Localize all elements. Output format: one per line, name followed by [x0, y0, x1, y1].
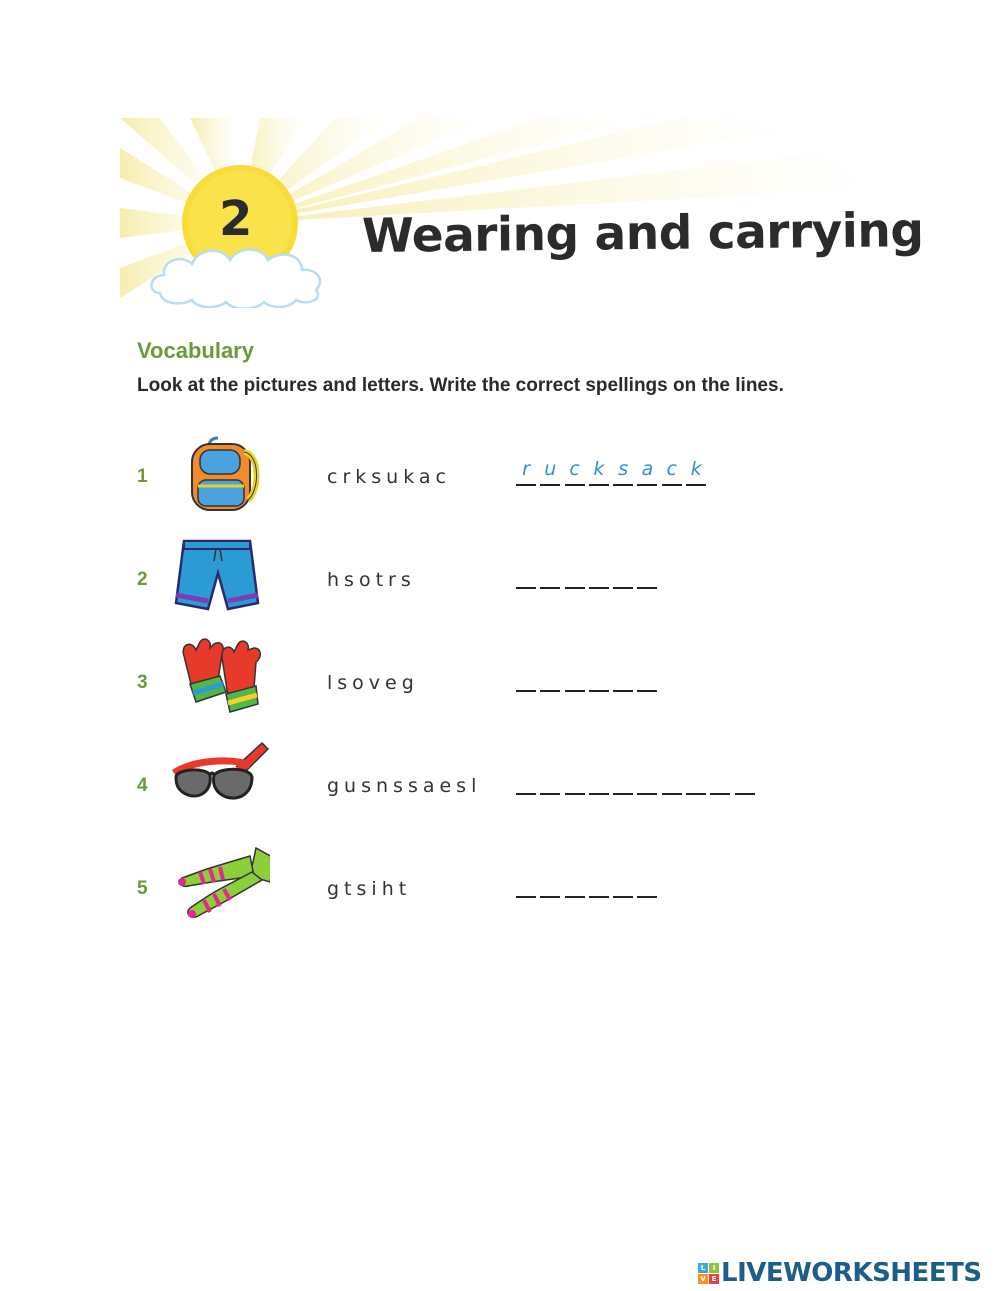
unit-title: Wearing and carrying [361, 203, 924, 264]
answer-letter[interactable] [540, 868, 560, 898]
answer-letter[interactable] [735, 765, 755, 795]
rucksack-icon [170, 430, 270, 520]
answer-blanks[interactable] [516, 662, 662, 692]
gloves-icon [170, 636, 270, 726]
answer-blanks[interactable] [516, 868, 662, 898]
tights-icon [170, 842, 270, 932]
item-number: 2 [137, 569, 148, 590]
answer-letter[interactable] [565, 662, 585, 692]
section-title: Vocabulary [137, 338, 254, 363]
answer-letter[interactable] [637, 662, 657, 692]
answer-letter[interactable] [540, 765, 560, 795]
logo-badge-icon: L I V E [698, 1263, 719, 1284]
answer-letter[interactable] [540, 559, 560, 589]
answer-letter[interactable] [637, 868, 657, 898]
exercise-item [0, 636, 1000, 726]
exercise-item [0, 430, 1000, 520]
answer-letter[interactable] [516, 662, 536, 692]
answer-letter[interactable] [565, 559, 585, 589]
answer-letter[interactable] [613, 662, 633, 692]
answer-letter[interactable] [565, 868, 585, 898]
answer-letter[interactable] [637, 765, 657, 795]
cloud-icon [151, 250, 320, 309]
item-number: 1 [137, 466, 148, 487]
unit-number: 2 [219, 191, 253, 247]
answer-letter[interactable]: k [589, 456, 609, 486]
answer-letter[interactable] [589, 868, 609, 898]
answer-letter[interactable] [613, 765, 633, 795]
answer-letter[interactable]: c [662, 456, 682, 486]
item-number: 4 [137, 775, 148, 796]
liveworksheets-logo[interactable] [698, 1258, 982, 1288]
answer-letter[interactable] [589, 765, 609, 795]
answer-letter[interactable] [589, 662, 609, 692]
exercise-item [0, 739, 1000, 829]
scrambled-letters: gusnssaesl [327, 775, 482, 797]
shorts-icon [170, 533, 270, 623]
answer-letter[interactable] [589, 559, 609, 589]
answer-letter[interactable] [516, 868, 536, 898]
scrambled-letters: lsoveg [327, 672, 419, 694]
answer-letter[interactable] [565, 765, 585, 795]
answer-letter[interactable] [662, 765, 682, 795]
scrambled-letters: gtsiht [327, 878, 412, 900]
answer-letter[interactable] [540, 662, 560, 692]
answer-letter[interactable] [710, 765, 730, 795]
answer-letter[interactable] [516, 765, 536, 795]
exercise-item [0, 533, 1000, 623]
exercise-item [0, 842, 1000, 932]
answer-blanks[interactable] [516, 456, 710, 486]
answer-letter[interactable] [613, 868, 633, 898]
answer-letter[interactable]: c [565, 456, 585, 486]
answer-letter[interactable]: s [613, 456, 633, 486]
answer-blanks[interactable] [516, 559, 662, 589]
answer-letter[interactable] [686, 765, 706, 795]
answer-letter[interactable]: r [516, 456, 536, 486]
answer-letter[interactable]: u [540, 456, 560, 486]
instructions: Look at the pictures and letters. Write the correct spellings on the lines. [137, 375, 784, 396]
answer-blanks[interactable] [516, 765, 759, 795]
item-number: 3 [137, 672, 148, 693]
answer-letter[interactable] [516, 559, 536, 589]
answer-letter[interactable]: a [637, 456, 657, 486]
item-number: 5 [137, 878, 148, 899]
answer-letter[interactable] [637, 559, 657, 589]
answer-letter[interactable]: k [686, 456, 706, 486]
scrambled-letters: crksukac [327, 466, 451, 488]
sunglasses-icon [170, 739, 270, 829]
answer-letter[interactable] [613, 559, 633, 589]
scrambled-letters: hsotrs [327, 569, 416, 591]
logo-text: LIVEWORKSHEETS [721, 1258, 982, 1288]
